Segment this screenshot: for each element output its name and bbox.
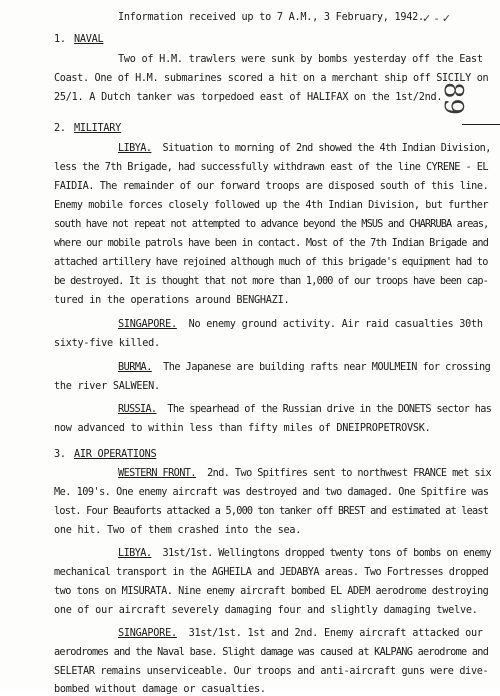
section-military-number: 2. <box>54 123 66 134</box>
air-western-head: WESTERN FRONT. <box>118 468 196 479</box>
military-burma-head: BURMA. <box>118 362 152 373</box>
military-singapore-head: SINGAPORE. <box>118 319 177 330</box>
margin-page-number: 89 <box>438 82 468 116</box>
air-western-line: lost. Four Beauforts attacked a 5,000 ton tanker off BREST and estimated at least <box>54 506 489 517</box>
air-libya-line: two tons on MISURATA. Nine enemy aircraft bombed EL ADEM aerodrome destroying <box>54 586 489 597</box>
air-western-line: one hit. Two of them crashed into the sea. <box>54 525 302 536</box>
air-libya-head: LIBYA. <box>118 548 152 559</box>
air-singapore-line: bombed without damage or casualties. <box>54 684 266 695</box>
military-libya-line: south have not repeat not attempted to advance beyond the MSUS and CHARRUBA areas, <box>54 219 489 230</box>
document-header: Information received up to 7 A.M., 3 February, 1942. <box>118 12 424 23</box>
military-libya-line: less the 7th Brigade, had successfully withdrawn east of the line CYRENE - EL <box>54 162 489 173</box>
air-libya-line: mechanical transport in the AGHEILA and JEDABYA areas. Two Fortresses dropped <box>54 567 489 578</box>
section-military-title: MILITARY <box>74 123 122 134</box>
naval-line: Coast. One of H.M. submarines scored a hit on a merchant ship off SICILY on <box>54 73 489 84</box>
section-naval-number: 1. <box>54 34 66 45</box>
military-burma-line: the river SALWEEN. <box>54 381 160 392</box>
military-libya-line: be destroyed. It is thought that not more than 1,000 of our troops have been cap- <box>54 276 489 287</box>
military-libya-line: FAIDIA. The remainder of our forward troops are disposed south of this line. <box>54 181 489 192</box>
military-libya-line: where our mobile patrols have been in contact. Most of the 7th Indian Brigade and <box>54 238 489 249</box>
air-western-first-line <box>118 468 491 480</box>
military-libya-line: Enemy mobile forces closely followed up the 4th Indian Division, but further <box>54 200 489 211</box>
section-air-title: AIR OPERATIONS <box>74 449 157 460</box>
military-libya-head: LIBYA. <box>118 143 152 154</box>
military-burma-text: The Japanese are building rafts near MOULMEIN for crossing <box>163 362 491 373</box>
section-air-number: 3. <box>54 449 66 460</box>
air-western-text: 2nd. Two Spitfires sent to northwest FRANCE met six <box>207 468 492 479</box>
naval-line: Two of H.M. trawlers were sunk by bombs yesterday off the East <box>118 54 483 65</box>
air-singapore-head: SINGAPORE. <box>118 628 177 639</box>
military-libya-first-line <box>118 143 491 155</box>
air-singapore-line: SELETAR remains unserviceable. Our troops and anti-aircraft guns were dive- <box>54 666 489 677</box>
section-naval-title: NAVAL <box>74 34 104 45</box>
military-libya-line: attached artillery have rejoined although much of this brigade's equipment had to <box>54 257 488 268</box>
military-libya-line: tured in the operations around BENGHAZI. <box>54 295 290 306</box>
military-burma-first-line <box>118 362 490 374</box>
military-russia-text: The spearhead of the Russian drive in the DONETS sector has <box>167 404 492 415</box>
military-singapore-line: sixty-five killed. <box>54 338 160 349</box>
air-libya-text: 31st/1st. Wellingtons dropped twenty tons of bombs on enemy <box>162 548 492 559</box>
military-libya-text: Situation to morning of 2nd showed the 4th Indian Division, <box>162 143 491 154</box>
air-libya-first-line <box>118 548 491 560</box>
margin-ticks: ✓ - ✓ <box>422 12 452 25</box>
military-russia-head: RUSSIA. <box>118 404 157 415</box>
margin-rule <box>462 124 500 125</box>
military-singapore-text: No enemy ground activity. Air raid casualties 30th <box>188 319 483 330</box>
air-singapore-text: 31st/1st. 1st and 2nd. Enemy aircraft attacked our <box>188 628 483 639</box>
naval-line: 25/1. A Dutch tanker was torpedoed east of HALIFAX on the 1st/2nd. <box>54 92 443 103</box>
military-russia-line: now advanced to within less than fifty miles of DNEIPROPETROVSK. <box>54 423 431 434</box>
air-singapore-first-line <box>118 628 483 640</box>
air-western-line: Me. 109's. One enemy aircraft was destroyed and two damaged. One Spitfire was <box>54 487 489 498</box>
military-singapore-first-line <box>118 319 483 331</box>
military-russia-first-line <box>118 404 491 416</box>
air-libya-line: one of our aircraft severely damaging four and slightly damaging twelve. <box>54 605 478 616</box>
air-singapore-line: aerodromes and the Naval base. Slight damage was caused at KALPANG aerodrome and <box>54 647 489 658</box>
